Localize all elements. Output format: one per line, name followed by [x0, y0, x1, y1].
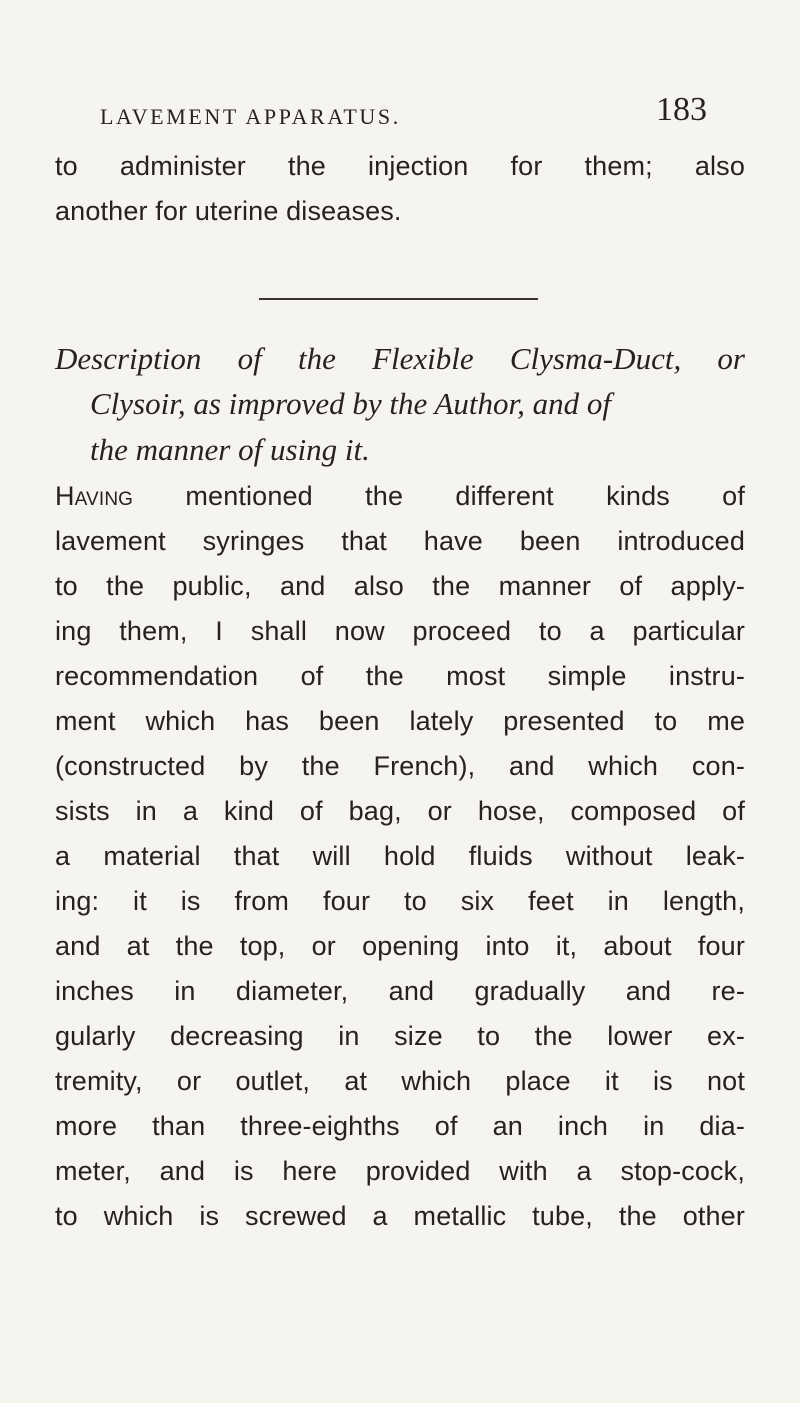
- paragraph-line: tremity, or outlet, at which place it is not: [55, 1066, 745, 1096]
- paragraph-line: (constructed by the French), and which con-: [55, 751, 745, 781]
- running-head: LAVEMENT APPARATUS.: [100, 104, 401, 129]
- section-divider: [259, 298, 538, 300]
- paragraph-line: recommendation of the most simple instru-: [55, 661, 745, 691]
- opening-line: another for uterine diseases.: [55, 196, 402, 226]
- paragraph-line: to the public, and also the manner of apply-: [55, 571, 745, 601]
- opening-line: to administer the injection for them; also: [55, 151, 745, 181]
- paragraph-line: sists in a kind of bag, or hose, composed of: [55, 796, 745, 826]
- page-number: 183: [656, 91, 707, 128]
- paragraph-line: ing them, I shall now proceed to a particular: [55, 616, 745, 646]
- first-line-text: mentioned the different kinds of: [133, 481, 745, 511]
- paragraph-first-line: [55, 481, 745, 512]
- section-heading-line: Description of the Flexible Clysma-Duct, or: [55, 341, 745, 376]
- paragraph-line: ing: it is from four to six feet in length,: [55, 886, 745, 916]
- paragraph-line: gularly decreasing in size to the lower ex-: [55, 1021, 745, 1051]
- paragraph-line: a material that will hold fluids without leak-: [55, 841, 745, 871]
- paragraph-line: lavement syringes that have been introduced: [55, 526, 745, 556]
- section-heading-line: Clysoir, as improved by the Author, and of: [90, 386, 611, 421]
- paragraph-line: to which is screwed a metallic tube, the other: [55, 1201, 745, 1231]
- paragraph-line: ment which has been lately presented to me: [55, 706, 745, 736]
- paragraph-line: meter, and is here provided with a stop-cock,: [55, 1156, 745, 1186]
- paragraph-line: more than three-eighths of an inch in dia-: [55, 1111, 745, 1141]
- paragraph-line: and at the top, or opening into it, about four: [55, 931, 745, 961]
- section-heading-line: the manner of using it.: [90, 432, 370, 467]
- drop-word: Having: [55, 481, 134, 511]
- paragraph-line: inches in diameter, and gradually and re-: [55, 976, 745, 1006]
